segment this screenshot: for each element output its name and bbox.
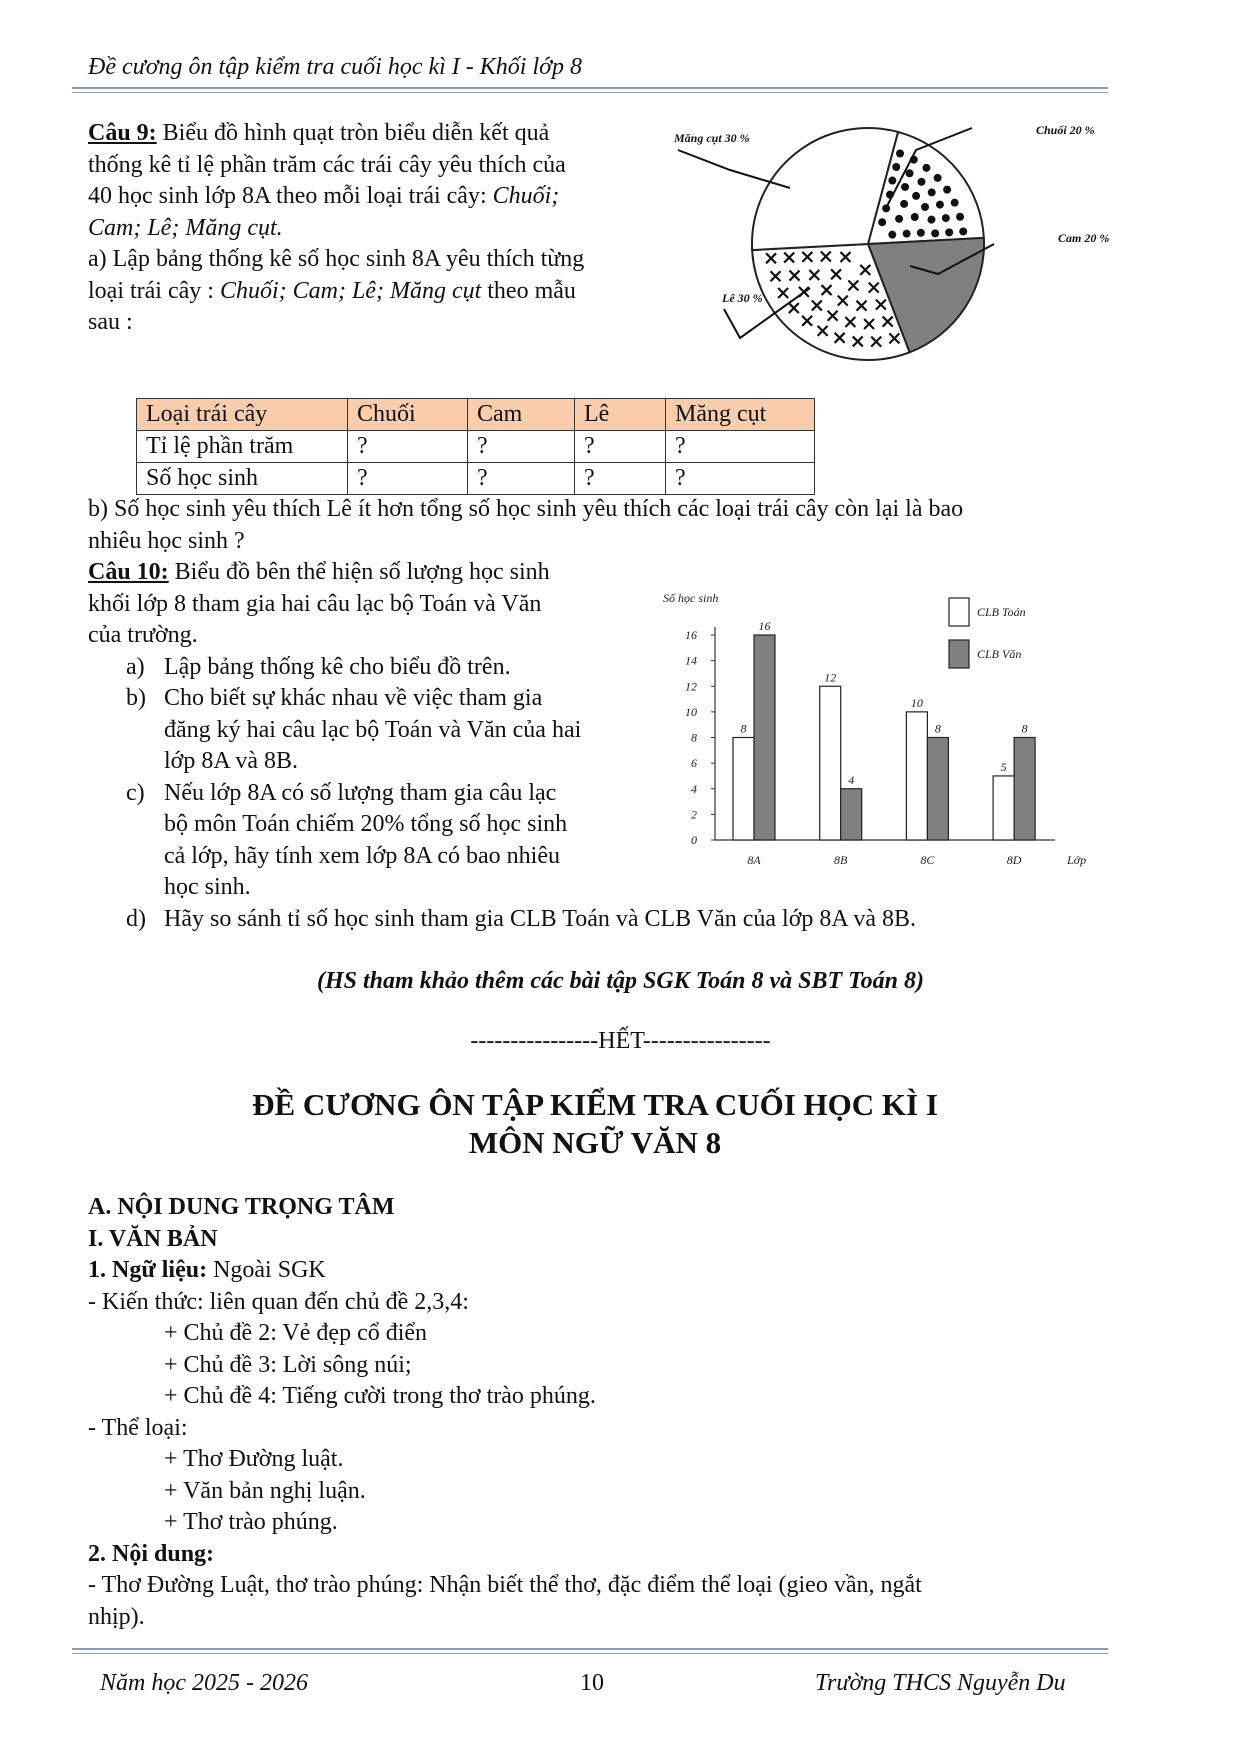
table-cell: Tỉ lệ phần trăm — [137, 431, 348, 463]
pie-dot-mark — [945, 228, 953, 236]
header-rule-thin — [72, 92, 1108, 93]
y-tick-label: 16 — [685, 628, 697, 642]
genre-item: + Văn bản nghị luận. — [164, 1477, 366, 1504]
q10-item-mark: a) — [126, 653, 145, 680]
pie-dot-mark — [878, 218, 886, 226]
x-tick-label: 8D — [1006, 853, 1022, 867]
literature-title-2: MÔN NGỮ VĂN 8 — [468, 1125, 722, 1160]
y-tick-label: 12 — [685, 679, 697, 694]
pie-dot-mark — [903, 230, 911, 238]
header-title: Đề cương ôn tập kiểm tra cuối học kì I - Khối lớp 8 — [88, 54, 582, 80]
x-tick-label: 8B — [834, 853, 848, 867]
q10-item-text: học sinh. — [164, 874, 251, 900]
q10-item-mark: c) — [126, 779, 145, 806]
q9-line-4: Cam; Lê; Măng cụt. — [88, 214, 283, 241]
pie-chart — [670, 118, 1110, 388]
pie-dot-mark — [901, 183, 909, 191]
q9-a-line-3: sau : — [88, 309, 133, 335]
pie-dot-mark — [931, 229, 939, 237]
y-tick-label: 0 — [691, 833, 697, 847]
pie-dot-mark — [951, 199, 959, 207]
q10-item-mark: d) — [126, 905, 146, 932]
pie-dot-mark — [895, 215, 903, 223]
q10-line-2: khối lớp 8 tham gia hai câu lạc bộ Toán và Văn — [88, 590, 542, 617]
bar-marks — [733, 635, 1035, 840]
pie-dot-mark — [943, 186, 951, 194]
table-cell: ? — [468, 463, 575, 495]
pie-label: Lê 30 % — [722, 291, 763, 305]
q10-line-3: của trường. — [88, 622, 198, 648]
q9-label: Câu 9: — [88, 120, 157, 146]
x-axis-label: Lớp — [1067, 853, 1087, 867]
table-cell: ? — [468, 431, 575, 463]
topic-item: + Chủ đề 4: Tiếng cười trong thơ trào phúng. — [164, 1383, 596, 1409]
q9-b-line-2: nhiêu học sinh ? — [88, 527, 245, 554]
pie-dot-mark — [959, 227, 967, 235]
pie-dot-mark — [912, 192, 920, 200]
bar — [820, 686, 841, 840]
table-cell: ? — [666, 463, 815, 495]
legend-swatch — [949, 640, 969, 668]
bar — [927, 738, 948, 841]
bar-value-label: 12 — [824, 670, 837, 685]
literature-title-1: ĐỀ CƯƠNG ÔN TẬP KIỂM TRA CUỐI HỌC KÌ I — [252, 1087, 938, 1122]
table-header-cell: Măng cụt — [666, 399, 815, 431]
pie-dot-mark — [921, 203, 929, 211]
end-mark: ----------------HẾT---------------- — [470, 1028, 771, 1054]
pie-dot-mark — [956, 213, 964, 221]
pie-dot-mark — [917, 178, 925, 186]
table-header-cell: Cam — [468, 399, 575, 431]
pie-dot-mark — [922, 164, 930, 172]
pie-dot-mark — [900, 200, 908, 208]
q10-item-text: Hãy so sánh tỉ số học sinh tham gia CLB Toán và CLB Văn của lớp 8A và 8B. — [164, 905, 917, 932]
bar-value-label: 5 — [1000, 759, 1007, 774]
legend-label: CLB Toán — [977, 605, 1026, 619]
footer-rule-thin — [72, 1653, 1108, 1654]
bar-value-label: 8 — [740, 721, 747, 736]
q10-line-1: Câu 10: Biểu đồ bên thể hiện số lượng học sinh — [88, 559, 550, 585]
q10-item-text: Nếu lớp 8A có số lượng tham gia câu lạc — [164, 779, 557, 806]
table-row — [137, 463, 815, 495]
q10-label: Câu 10: — [88, 559, 169, 585]
genre-line: - Thể loại: — [88, 1414, 188, 1441]
q9-a-line-2: loại trái cây : Chuối; Cam; Lê; Măng cụt theo mẫu — [88, 277, 576, 304]
y-tick-label: 14 — [685, 653, 697, 668]
q10-item-text: Cho biết sự khác nhau về việc tham gia — [164, 685, 543, 711]
pie-dot-mark — [927, 216, 935, 224]
pie-dot-mark — [936, 201, 944, 209]
pie-dot-mark — [896, 150, 904, 158]
bar — [993, 776, 1014, 840]
bar — [1014, 738, 1035, 841]
item-1: 1. Ngữ liệu: Ngoài SGK — [88, 1257, 326, 1283]
q10-item-text: cả lớp, hãy tính xem lớp 8A có bao nhiêu — [164, 842, 560, 869]
y-tick-label: 4 — [691, 781, 697, 796]
knowledge-line: - Kiến thức: liên quan đến chủ đề 2,3,4: — [88, 1288, 469, 1315]
pie-dot-mark — [928, 188, 936, 196]
bar — [906, 712, 927, 840]
section-a-heading: A. NỘI DUNG TRỌNG TÂM — [88, 1194, 395, 1220]
table-cell: Số học sinh — [137, 463, 348, 495]
reference-note: (HS tham khảo thêm các bài tập SGK Toán 8 và SBT Toán 8) — [317, 968, 924, 994]
footer-school: Trường THCS Nguyễn Du — [815, 1670, 1066, 1696]
footer-rule — [72, 1648, 1108, 1650]
bar-value-label: 16 — [758, 619, 771, 633]
table-header-cell: Chuối — [348, 399, 468, 431]
y-axis-label: Số học sinh — [663, 591, 719, 605]
q9-a-line-1: a) Lập bảng thống kê số học sinh 8A yêu thích từng — [88, 246, 585, 272]
pie-dot-mark — [934, 174, 942, 182]
header-rule — [72, 87, 1108, 89]
table-header-row — [137, 399, 815, 431]
q9-line-1: Câu 9: Biểu đồ hình quạt tròn biểu diễn kết quả — [88, 120, 550, 146]
y-tick-label: 2 — [691, 807, 697, 822]
y-tick-label: 8 — [691, 730, 697, 745]
bar-chart — [655, 580, 1095, 870]
pie-label: Măng cụt 30 % — [674, 131, 750, 145]
table-row — [137, 431, 815, 463]
bar-value-label: 4 — [848, 772, 855, 787]
genre-item: + Thơ trào phúng. — [164, 1509, 338, 1535]
footer-year: Năm học 2025 - 2026 — [100, 1670, 308, 1696]
bar-value-label: 8 — [934, 721, 941, 736]
legend-swatch — [949, 598, 969, 626]
q10-item-text: bộ môn Toán chiếm 20% tổng số học sinh — [164, 811, 568, 837]
q9-b-line-1: b) Số học sinh yêu thích Lê ít hơn tổng số học sinh yêu thích các loại trái cây còn lại là bao — [88, 496, 964, 522]
fruit-stat-table — [136, 398, 815, 495]
q9-line-3: 40 học sinh lớp 8A theo mỗi loại trái cây: Chuối; — [88, 183, 560, 209]
bar-value-label: 8 — [1021, 721, 1028, 736]
y-tick-label: 6 — [691, 756, 697, 771]
table-cell: ? — [666, 431, 815, 463]
q9-line-2: thống kê tỉ lệ phần trăm các trái cây yêu thích của — [88, 151, 566, 178]
content-line-2: nhịp). — [88, 1603, 145, 1630]
pie-dot-mark — [906, 169, 914, 177]
content-line-1: - Thơ Đường Luật, thơ trào phúng: Nhận biết thể thơ, đặc điểm thể loại (gieo vần, ngắt — [88, 1572, 922, 1598]
pie-callout-line — [678, 150, 790, 188]
pie-dot-mark — [888, 231, 896, 239]
legend-label: CLB Văn — [977, 647, 1022, 661]
bar — [733, 738, 754, 841]
pie-dot-mark — [942, 214, 950, 222]
pie-label: Chuối 20 % — [1036, 123, 1095, 137]
table-cell: ? — [575, 463, 666, 495]
x-tick-label: 8C — [920, 853, 935, 867]
q10-item-text: đăng ký hai câu lạc bộ Toán và Văn của hai — [164, 716, 582, 743]
table-cell: ? — [348, 463, 468, 495]
page-number: 10 — [580, 1670, 604, 1696]
topic-item: + Chủ đề 2: Vẻ đẹp cổ điển — [164, 1320, 428, 1346]
pie-dot-mark — [892, 163, 900, 171]
pie-dot-mark — [911, 213, 919, 221]
table-cell: ? — [348, 431, 468, 463]
pie-label: Cam 20 % — [1058, 231, 1110, 245]
section-1-heading: I. VĂN BẢN — [88, 1225, 218, 1252]
q10-item-mark: b) — [126, 685, 146, 711]
item-2: 2. Nội dung: — [88, 1540, 215, 1567]
x-tick-label: 8A — [747, 853, 761, 867]
bar-value-label: 10 — [910, 695, 923, 710]
bar — [754, 635, 775, 840]
y-tick-label: 10 — [685, 704, 697, 719]
topic-item: + Chủ đề 3: Lời sông núi; — [164, 1351, 412, 1378]
table-cell: ? — [575, 431, 666, 463]
q10-item-text: Lập bảng thống kê cho biểu đồ trên. — [164, 653, 511, 680]
genre-item: + Thơ Đường luật. — [164, 1446, 344, 1472]
table-header-cell: Lê — [575, 399, 666, 431]
bar — [841, 789, 862, 840]
table-header-cell: Loại trái cây — [137, 399, 348, 431]
q10-item-text: lớp 8A và 8B. — [164, 748, 299, 774]
pie-dot-mark — [917, 229, 925, 237]
pie-dot-mark — [888, 177, 896, 185]
